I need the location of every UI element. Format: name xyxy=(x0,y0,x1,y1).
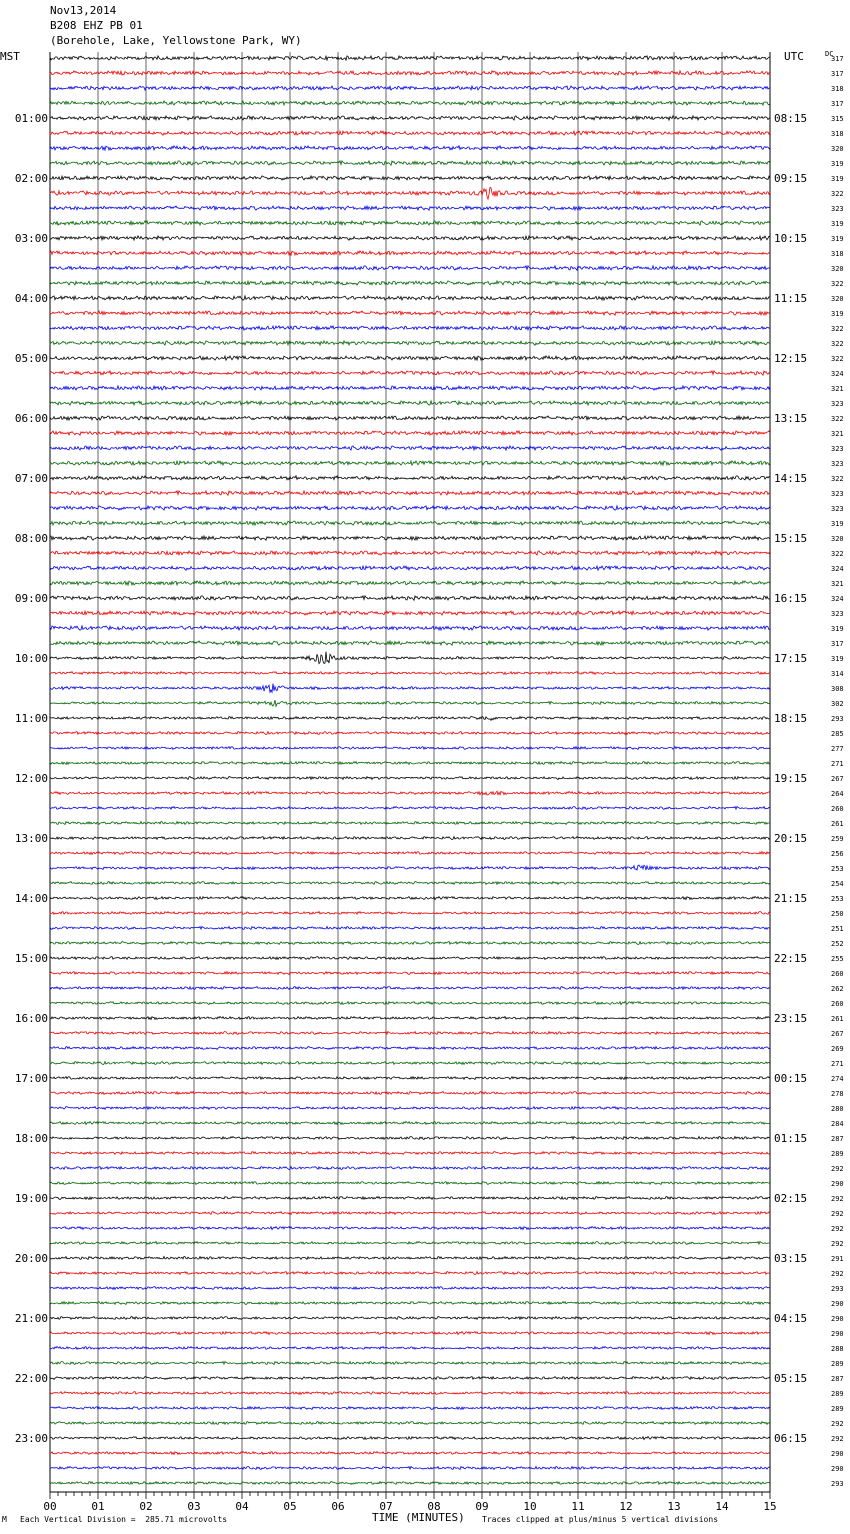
dc-offset-value: 314 xyxy=(831,670,844,678)
trace-89 xyxy=(50,1392,770,1395)
mst-hour-label: 16:00 xyxy=(14,1012,48,1025)
dc-offset-value: 317 xyxy=(831,100,844,108)
x-tick-label: 10 xyxy=(523,1500,537,1513)
trace-53 xyxy=(50,852,770,855)
trace-85 xyxy=(50,1332,770,1335)
x-tick-label: 07 xyxy=(379,1500,393,1513)
dc-offset-value: 317 xyxy=(831,640,844,648)
dc-offset-value: 269 xyxy=(831,1045,844,1053)
x-tick-label: 13 xyxy=(667,1500,681,1513)
dc-offset-value: 322 xyxy=(831,325,844,333)
utc-hour-labels xyxy=(774,112,807,1445)
dc-offset-value: 321 xyxy=(831,385,844,393)
dc-offset-value: 292 xyxy=(831,1210,844,1218)
dc-offset-value: 289 xyxy=(831,1405,844,1413)
trace-37 xyxy=(50,611,770,615)
mst-hour-label: 11:00 xyxy=(14,712,48,725)
trace-13 xyxy=(50,251,770,255)
dc-offset-value: 318 xyxy=(831,85,844,93)
trace-67 xyxy=(50,1062,770,1065)
utc-hour-label: 10:15 xyxy=(774,232,808,245)
dc-offset-value: 317 xyxy=(831,55,844,63)
trace-83 xyxy=(50,1302,770,1305)
trace-81 xyxy=(50,1272,770,1275)
dc-offset-value: 260 xyxy=(831,1000,844,1008)
dc-offset-value: 315 xyxy=(831,115,844,123)
dc-offset-value: 264 xyxy=(831,790,844,798)
trace-5 xyxy=(50,131,770,135)
dc-offset-value: 271 xyxy=(831,760,844,768)
dc-offset-value: 318 xyxy=(831,250,844,258)
dc-offset-value: 253 xyxy=(831,895,844,903)
dc-offset-value: 291 xyxy=(831,1255,844,1263)
trace-94 xyxy=(50,1467,770,1470)
time-axis xyxy=(43,1492,776,1513)
dc-offset-value: 290 xyxy=(831,1300,844,1308)
trace-22 xyxy=(50,386,770,390)
dc-offset-value: 324 xyxy=(831,565,844,573)
x-tick-label: 06 xyxy=(331,1500,345,1513)
footer-mark: M xyxy=(2,1515,7,1524)
x-tick-label: 09 xyxy=(475,1500,489,1513)
utc-hour-label: 16:15 xyxy=(774,592,808,605)
trace-46 xyxy=(50,747,770,750)
dc-offset-value: 322 xyxy=(831,475,844,483)
dc-offset-value: 302 xyxy=(831,700,844,708)
station-location: (Borehole, Lake, Yellowstone Park, WY) xyxy=(50,34,302,47)
trace-71 xyxy=(50,1122,770,1125)
trace-62 xyxy=(50,987,770,990)
dc-offset-value: 319 xyxy=(831,310,844,318)
dc-offset-value: 308 xyxy=(831,685,844,693)
dc-offset-value: 267 xyxy=(831,1030,844,1038)
trace-2 xyxy=(50,86,770,90)
x-tick-label: 01 xyxy=(91,1500,105,1513)
mst-hour-label: 23:00 xyxy=(14,1432,48,1445)
x-tick-label: 03 xyxy=(187,1500,201,1513)
trace-34 xyxy=(50,566,770,570)
trace-88 xyxy=(50,1377,770,1380)
trace-33 xyxy=(50,551,770,555)
dc-offset-value: 318 xyxy=(831,130,844,138)
dc-offset-value: 255 xyxy=(831,955,844,963)
dc-offset-value: 320 xyxy=(831,145,844,153)
trace-32 xyxy=(50,536,770,540)
trace-23 xyxy=(50,401,770,405)
x-tick-label: 14 xyxy=(715,1500,729,1513)
trace-78 xyxy=(50,1227,770,1230)
dc-offset-value: 250 xyxy=(831,910,844,918)
left-timezone-label: MST xyxy=(0,50,20,63)
trace-36 xyxy=(50,596,770,600)
dc-offset-value: 323 xyxy=(831,400,844,408)
dc-offset-value: 285 xyxy=(831,730,844,738)
dc-offset-value: 323 xyxy=(831,445,844,453)
dc-offset-value: 289 xyxy=(831,1390,844,1398)
dc-offset-value: 317 xyxy=(831,70,844,78)
dc-offset-value: 319 xyxy=(831,160,844,168)
mst-hour-label: 19:00 xyxy=(14,1192,48,1205)
utc-hour-label: 09:15 xyxy=(774,172,808,185)
trace-84 xyxy=(50,1317,770,1320)
dc-offset-value: 252 xyxy=(831,940,844,948)
trace-14 xyxy=(50,266,770,270)
dc-offset-value: 322 xyxy=(831,190,844,198)
x-axis-title: TIME (MINUTES) xyxy=(372,1511,465,1524)
dc-label: DC xyxy=(825,50,834,58)
dc-offset-value: 287 xyxy=(831,1375,844,1383)
trace-63 xyxy=(50,1002,770,1005)
x-tick-label: 00 xyxy=(43,1500,57,1513)
x-tick-label: 15 xyxy=(763,1500,777,1513)
trace-41 xyxy=(50,672,770,675)
mst-hour-label: 13:00 xyxy=(14,832,48,845)
dc-offset-value: 319 xyxy=(831,220,844,228)
dc-offset-value: 292 xyxy=(831,1225,844,1233)
trace-75 xyxy=(50,1182,770,1185)
trace-11 xyxy=(50,221,770,225)
dc-offset-value: 322 xyxy=(831,415,844,423)
dc-offset-value: 290 xyxy=(831,1180,844,1188)
trace-93 xyxy=(50,1452,770,1455)
trace-47 xyxy=(50,762,770,765)
dc-offset-value: 319 xyxy=(831,235,844,243)
trace-90 xyxy=(50,1407,770,1410)
utc-hour-label: 02:15 xyxy=(774,1192,808,1205)
trace-35 xyxy=(50,581,770,585)
trace-60 xyxy=(50,957,770,960)
dc-offset-value: 261 xyxy=(831,820,844,828)
utc-hour-label: 18:15 xyxy=(774,712,808,725)
x-tick-label: 08 xyxy=(427,1500,441,1513)
trace-26 xyxy=(50,446,770,450)
trace-9 xyxy=(50,187,770,199)
trace-58 xyxy=(50,927,770,930)
dc-offset-value: 260 xyxy=(831,970,844,978)
mst-hour-label: 10:00 xyxy=(14,652,48,665)
dc-offset-value: 251 xyxy=(831,925,844,933)
dc-offset-value: 274 xyxy=(831,1075,844,1083)
trace-52 xyxy=(50,837,770,840)
dc-offset-value: 322 xyxy=(831,355,844,363)
dc-offset-value: 280 xyxy=(831,1105,844,1113)
dc-offset-value: 277 xyxy=(831,745,844,753)
trace-45 xyxy=(50,732,770,735)
trace-79 xyxy=(50,1242,770,1245)
dc-offset-value: 290 xyxy=(831,1315,844,1323)
trace-1 xyxy=(50,71,770,75)
mst-hour-label: 20:00 xyxy=(14,1252,48,1265)
trace-0 xyxy=(50,56,770,60)
trace-73 xyxy=(50,1152,770,1155)
trace-77 xyxy=(50,1212,770,1215)
trace-19 xyxy=(50,341,770,345)
trace-59 xyxy=(50,942,770,945)
dc-offset-value: 293 xyxy=(831,1480,844,1488)
clipping-note: Traces clipped at plus/minus 5 vertical divisions xyxy=(482,1515,719,1524)
dc-offset-value: 293 xyxy=(831,1285,844,1293)
dc-offset-value: 259 xyxy=(831,835,844,843)
x-tick-label: 02 xyxy=(139,1500,153,1513)
dc-offset-value: 292 xyxy=(831,1240,844,1248)
trace-20 xyxy=(50,356,770,360)
trace-15 xyxy=(50,281,770,285)
utc-hour-label: 17:15 xyxy=(774,652,808,665)
dc-offset-value: 256 xyxy=(831,850,844,858)
dc-offset-value: 322 xyxy=(831,340,844,348)
trace-66 xyxy=(50,1047,770,1050)
trace-10 xyxy=(50,206,770,210)
utc-hour-label: 23:15 xyxy=(774,1012,808,1025)
trace-25 xyxy=(50,431,770,435)
x-tick-label: 05 xyxy=(283,1500,297,1513)
trace-95 xyxy=(50,1482,770,1485)
utc-hour-label: 00:15 xyxy=(774,1072,808,1085)
utc-hour-label: 03:15 xyxy=(774,1252,808,1265)
mst-hour-label: 12:00 xyxy=(14,772,48,785)
dc-offset-value: 319 xyxy=(831,175,844,183)
dc-offset-value: 320 xyxy=(831,535,844,543)
dc-offset-value: 323 xyxy=(831,610,844,618)
utc-hour-label: 11:15 xyxy=(774,292,808,305)
x-tick-label: 12 xyxy=(619,1500,633,1513)
trace-24 xyxy=(50,416,770,420)
mst-hour-label: 01:00 xyxy=(14,112,48,125)
seismic-traces xyxy=(50,56,770,1485)
trace-57 xyxy=(50,912,770,915)
mst-hour-label: 15:00 xyxy=(14,952,48,965)
trace-68 xyxy=(50,1077,770,1080)
trace-82 xyxy=(50,1287,770,1290)
trace-21 xyxy=(50,371,770,375)
trace-3 xyxy=(50,101,770,105)
dc-offset-value: 292 xyxy=(831,1195,844,1203)
dc-offset-value: 284 xyxy=(831,1120,844,1128)
trace-44 xyxy=(50,716,770,720)
trace-40 xyxy=(50,652,770,664)
dc-offset-value: 321 xyxy=(831,430,844,438)
trace-91 xyxy=(50,1422,770,1425)
dc-offset-value: 320 xyxy=(831,295,844,303)
trace-7 xyxy=(50,161,770,165)
dc-offset-value: 321 xyxy=(831,580,844,588)
trace-76 xyxy=(50,1197,770,1200)
mst-hour-label: 21:00 xyxy=(14,1312,48,1325)
trace-6 xyxy=(50,146,770,150)
dc-offset-value: 319 xyxy=(831,625,844,633)
trace-49 xyxy=(50,791,770,795)
dc-offset-value: 293 xyxy=(831,715,844,723)
dc-offset-value: 290 xyxy=(831,1330,844,1338)
mst-hour-label: 17:00 xyxy=(14,1072,48,1085)
utc-hour-label: 13:15 xyxy=(774,412,808,425)
dc-offset-value: 323 xyxy=(831,460,844,468)
mst-hour-label: 08:00 xyxy=(14,532,48,545)
dc-offset-value: 289 xyxy=(831,1150,844,1158)
mst-hour-label: 07:00 xyxy=(14,472,48,485)
trace-28 xyxy=(50,476,770,480)
dc-offset-value: 260 xyxy=(831,805,844,813)
dc-offset-value: 267 xyxy=(831,775,844,783)
mst-hour-label: 22:00 xyxy=(14,1372,48,1385)
trace-17 xyxy=(50,311,770,315)
mst-hour-labels xyxy=(15,112,48,1445)
dc-offset-value: 290 xyxy=(831,1465,844,1473)
utc-hour-label: 05:15 xyxy=(774,1372,808,1385)
dc-offset-value: 288 xyxy=(831,1345,844,1353)
trace-74 xyxy=(50,1167,770,1170)
dc-offset-value: 323 xyxy=(831,490,844,498)
trace-69 xyxy=(50,1092,770,1095)
trace-87 xyxy=(50,1362,770,1365)
dc-offset-value: 292 xyxy=(831,1435,844,1443)
dc-offset-value: 323 xyxy=(831,505,844,513)
mst-hour-label: 02:00 xyxy=(14,172,48,185)
trace-27 xyxy=(50,461,770,465)
utc-hour-label: 08:15 xyxy=(774,112,808,125)
trace-50 xyxy=(50,807,770,810)
trace-70 xyxy=(50,1107,770,1110)
trace-39 xyxy=(50,641,770,645)
trace-65 xyxy=(50,1032,770,1035)
dc-offset-value: 319 xyxy=(831,520,844,528)
mst-hour-label: 14:00 xyxy=(14,892,48,905)
dc-offset-value: 324 xyxy=(831,370,844,378)
dc-offset-value: 319 xyxy=(831,655,844,663)
trace-51 xyxy=(50,822,770,825)
trace-38 xyxy=(50,626,770,630)
trace-4 xyxy=(50,116,770,120)
trace-48 xyxy=(50,777,770,780)
trace-18 xyxy=(50,326,770,330)
trace-72 xyxy=(50,1137,770,1140)
trace-92 xyxy=(50,1437,770,1440)
utc-hour-label: 14:15 xyxy=(774,472,808,485)
trace-16 xyxy=(50,296,770,300)
trace-55 xyxy=(50,882,770,885)
utc-hour-label: 15:15 xyxy=(774,532,808,545)
mst-hour-label: 04:00 xyxy=(14,292,48,305)
mst-hour-label: 09:00 xyxy=(14,592,48,605)
trace-61 xyxy=(50,972,770,975)
dc-offset-value: 320 xyxy=(831,265,844,273)
trace-43 xyxy=(50,700,770,706)
dc-offset-value: 289 xyxy=(831,1360,844,1368)
vertical-division-note: Each Vertical Division = 285.71 microvolts xyxy=(20,1515,228,1524)
x-tick-label: 04 xyxy=(235,1500,249,1513)
mst-hour-label: 06:00 xyxy=(14,412,48,425)
utc-hour-label: 22:15 xyxy=(774,952,808,965)
dc-offset-value: 322 xyxy=(831,550,844,558)
dc-offset-value: 292 xyxy=(831,1165,844,1173)
utc-hour-label: 06:15 xyxy=(774,1432,808,1445)
trace-42 xyxy=(50,684,770,693)
trace-86 xyxy=(50,1347,770,1350)
dc-offset-value: 322 xyxy=(831,280,844,288)
dc-offset-value: 261 xyxy=(831,1015,844,1023)
utc-hour-label: 19:15 xyxy=(774,772,808,785)
trace-12 xyxy=(50,236,770,240)
utc-hour-label: 01:15 xyxy=(774,1132,808,1145)
dc-offset-value: 292 xyxy=(831,1420,844,1428)
trace-80 xyxy=(50,1257,770,1260)
plot-date: Nov13,2014 xyxy=(50,4,117,17)
dc-offset-value: 324 xyxy=(831,595,844,603)
dc-offset-value: 323 xyxy=(831,205,844,213)
station-code: B208 EHZ PB 01 xyxy=(50,19,143,32)
utc-hour-label: 20:15 xyxy=(774,832,808,845)
dc-offset-value: 287 xyxy=(831,1135,844,1143)
right-timezone-label: UTC xyxy=(784,50,804,63)
trace-56 xyxy=(50,897,770,900)
dc-offset-labels xyxy=(831,55,844,1488)
dc-offset-value: 253 xyxy=(831,865,844,873)
trace-8 xyxy=(50,176,770,180)
dc-offset-value: 254 xyxy=(831,880,844,888)
trace-64 xyxy=(50,1017,770,1020)
dc-offset-value: 292 xyxy=(831,1270,844,1278)
utc-hour-label: 21:15 xyxy=(774,892,808,905)
utc-hour-label: 12:15 xyxy=(774,352,808,365)
x-tick-label: 11 xyxy=(571,1500,585,1513)
dc-offset-value: 278 xyxy=(831,1090,844,1098)
mst-hour-label: 18:00 xyxy=(14,1132,48,1145)
mst-hour-label: 05:00 xyxy=(14,352,48,365)
utc-hour-label: 04:15 xyxy=(774,1312,808,1325)
trace-29 xyxy=(50,491,770,495)
dc-offset-value: 290 xyxy=(831,1450,844,1458)
trace-30 xyxy=(50,506,770,510)
trace-31 xyxy=(50,521,770,525)
dc-offset-value: 271 xyxy=(831,1060,844,1068)
mst-hour-label: 03:00 xyxy=(14,232,48,245)
dc-offset-value: 262 xyxy=(831,985,844,993)
trace-54 xyxy=(50,865,770,870)
